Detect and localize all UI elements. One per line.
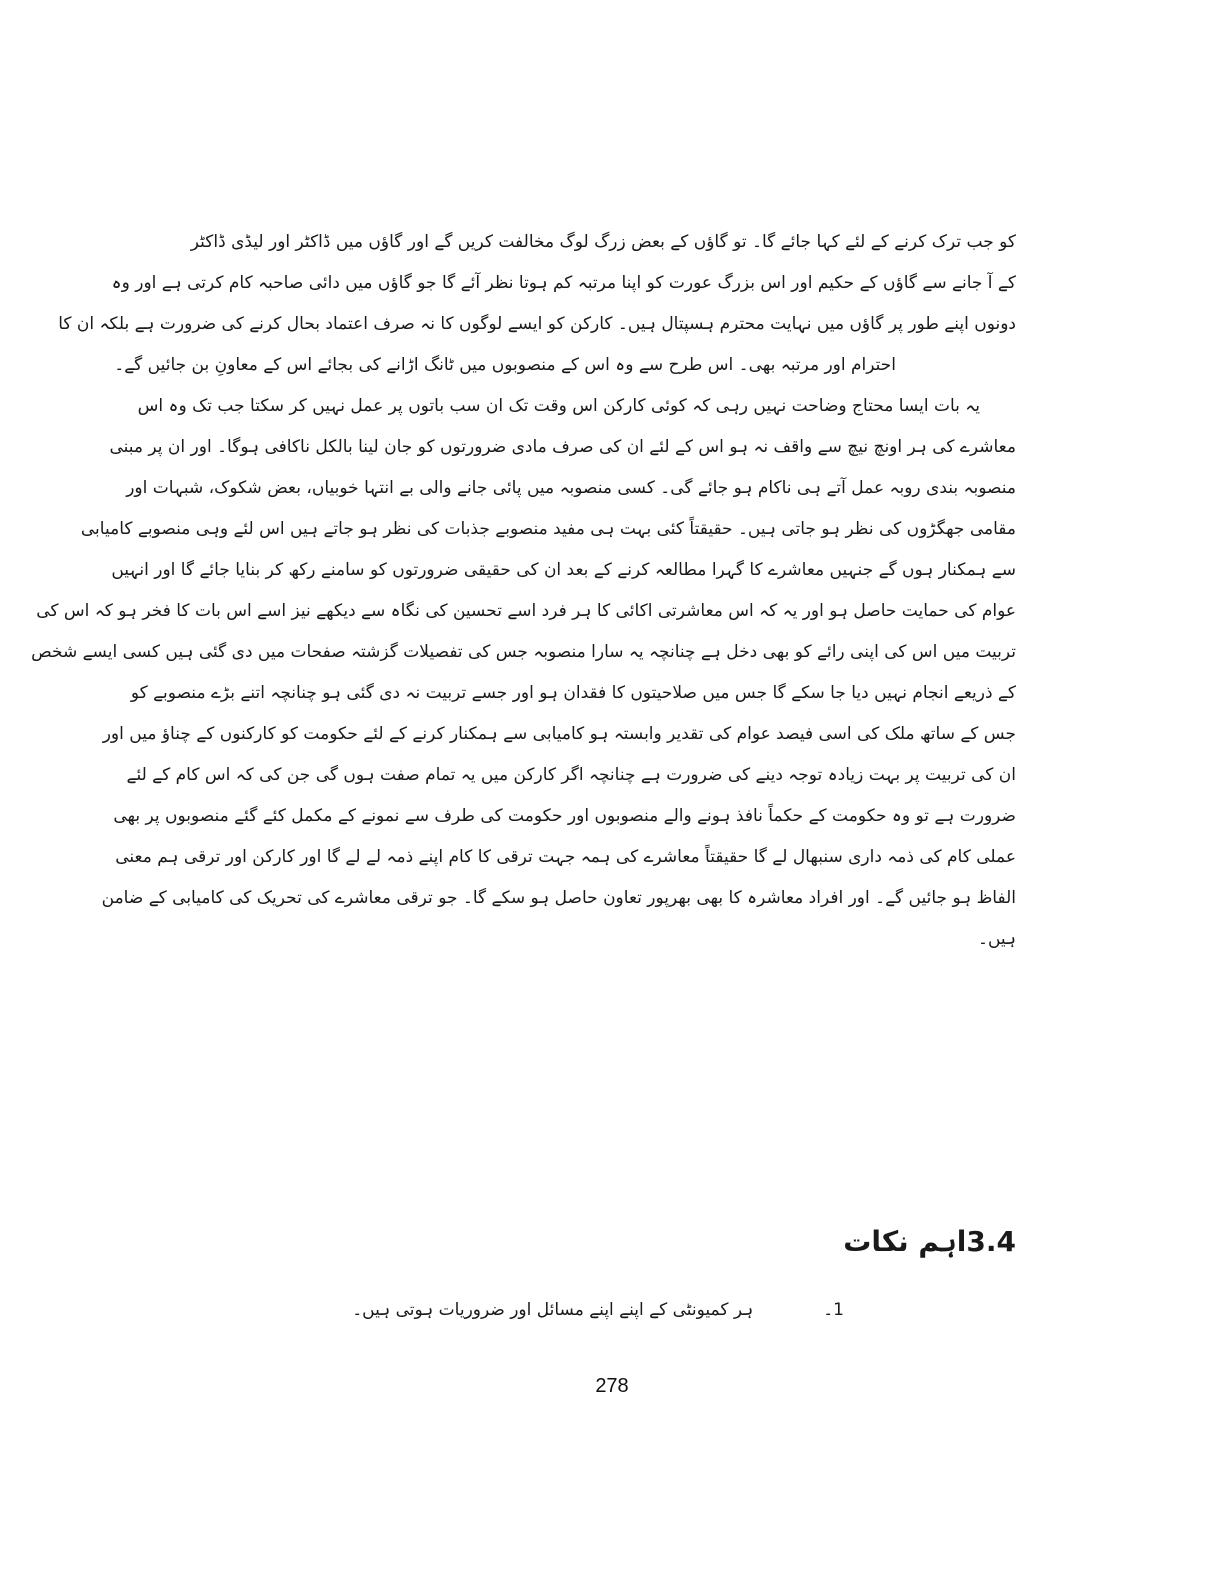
list-item-text: ہر کمیونٹی کے اپنے اپنے مسائل اور ضروریات ہوتی ہیں۔	[352, 1300, 754, 1320]
paragraph-2-line-4: مقامی جھگڑوں کی نظر ہو جاتی ہیں۔ حقیقتاً کئی بہت ہی مفید منصوبے جذبات کی نظر ہو جاتے ہیں اس لئے وہی منصوبے کامیابی	[80, 519, 1016, 539]
paragraph-2-line-3: منصوبہ بندی روبہ عمل آتے ہی ناکام ہو جائے گی۔ کسی منصوبہ میں پائی جانے والی بے انتہا خوبیاں، بعض شکوک، شبہات اور	[126, 478, 1016, 498]
paragraph-2-line-7: تربیت میں اس کی اپنی رائے کو بھی دخل ہے چنانچہ یہ سارا منصوبہ جس کی تفصیلات گزشتہ صفحات میں دی گئی ہیں کسی ایسے شخص	[31, 642, 1016, 662]
paragraph-1-line-1: کو جب ترک کرنے کے لئے کہا جائے گا۔ تو گاؤں کے بعض زرگ لوگ مخالفت کریں گے اور گاؤں میں ڈاکٹر اور لیڈی ڈاکٹر	[190, 232, 1016, 252]
paragraph-2-line-12: عملی کام کی ذمہ داری سنبھال لے گا حقیقتاً معاشرے کی ہمہ جہت ترقی کا کام اپنے ذمہ لے لے گا اور کارکن اور ترقی ہم معنی	[115, 847, 1016, 867]
paragraph-2-line-5: سے ہمکنار ہوں گے جنہیں معاشرے کا گہرا مطالعہ کرنے کے بعد ان کی حقیقی ضرورتوں کو سامنے رکھ کر بنایا جائے گا اور انہیں	[111, 560, 1016, 580]
paragraph-1-line-3: دونوں اپنے طور پر گاؤں میں نہایت محترم ہسپتال ہیں۔ کارکن کو ایسے لوگوں کا نہ صرف اعتماد بحال کرنے کی ضرورت ہے بلکہ ان کا	[58, 314, 1016, 334]
page-number: 278	[595, 1375, 629, 1397]
paragraph-2-line-11: ضرورت ہے تو وہ حکومت کے حکماً نافذ ہونے والے منصوبوں اور حکومت کی طرف سے نمونے کے مکمل کئے گئے منصوبوں پر بھی	[113, 806, 1016, 826]
list-item-number: 1۔	[823, 1300, 844, 1320]
paragraph-1-line-4: احترام اور مرتبہ بھی۔ اس طرح سے وہ اس کے منصوبوں میں ٹانگ اڑانے کی بجائے اس کے معاونِ بن جائیں گے۔	[114, 355, 896, 375]
paragraph-2-line-10: ان کی تربیت پر بہت زیادہ توجہ دینے کی ضرورت ہے چنانچہ اگر کارکن میں یہ تمام صفت ہوں گی جن کی کہ اس کام کے لئے	[126, 765, 1016, 785]
paragraph-2-line-9: جس کے ساتھ ملک کی اسی فیصد عوام کی تقدیر وابستہ ہو کامیابی سے ہمکنار کرنے کے لئے حکومت کو کارکنوں کے چناؤ میں اور	[102, 724, 1016, 744]
paragraph-2-line-13: الفاظ ہو جائیں گے۔ اور افراد معاشرہ کا بھی بھرپور تعاون حاصل ہو سکے گا۔ جو ترقی معاشرے کی تحریک کی کامیابی کے ضامن	[101, 888, 1016, 908]
section-heading: 3.4اہم نکات	[843, 1225, 1016, 1258]
paragraph-2-line-6: عوام کی حمایت حاصل ہو اور یہ کہ اس معاشرتی اکائی کا ہر فرد اسے تحسین کی نگاہ سے دیکھے نیز اسے اس بات کا فخر ہو کہ اس کی	[36, 601, 1016, 621]
paragraph-1-line-2: کے آ جانے سے گاؤں کے حکیم اور اس بزرگ عورت کو اپنا مرتبہ کم ہوتا نظر آئے گا جو گاؤں میں دائی صاحبہ کام کرتی ہے اور وہ	[111, 273, 1016, 293]
list-item	[352, 1290, 844, 1330]
paragraph-2-line-8: کے ذریعے انجام نہیں دیا جا سکے گا جس میں صلاحیتوں کا فقدان ہو اور جسے تربیت نہ دی گئی ہو چنانچہ اتنے بڑے منصوبے کو	[130, 683, 1016, 703]
paragraph-2-line-2: معاشرے کی ہر اونچ نیچ سے واقف نہ ہو اس کے لئے ان کی صرف مادی ضرورتوں کو جان لینا بالکل ناکافی ہوگا۔ اور ان پر مبنی	[109, 437, 1016, 457]
paragraph-2-line-1: یہ بات ایسا محتاج وضاحت نہیں رہی کہ کوئی کارکن اس وقت تک ان سب باتوں پر عمل نہیں کر سکتا جب تک وہ اس	[137, 396, 980, 416]
paragraph-2-line-14: ہیں۔	[978, 929, 1016, 949]
body-text	[31, 0, 1016, 1300]
